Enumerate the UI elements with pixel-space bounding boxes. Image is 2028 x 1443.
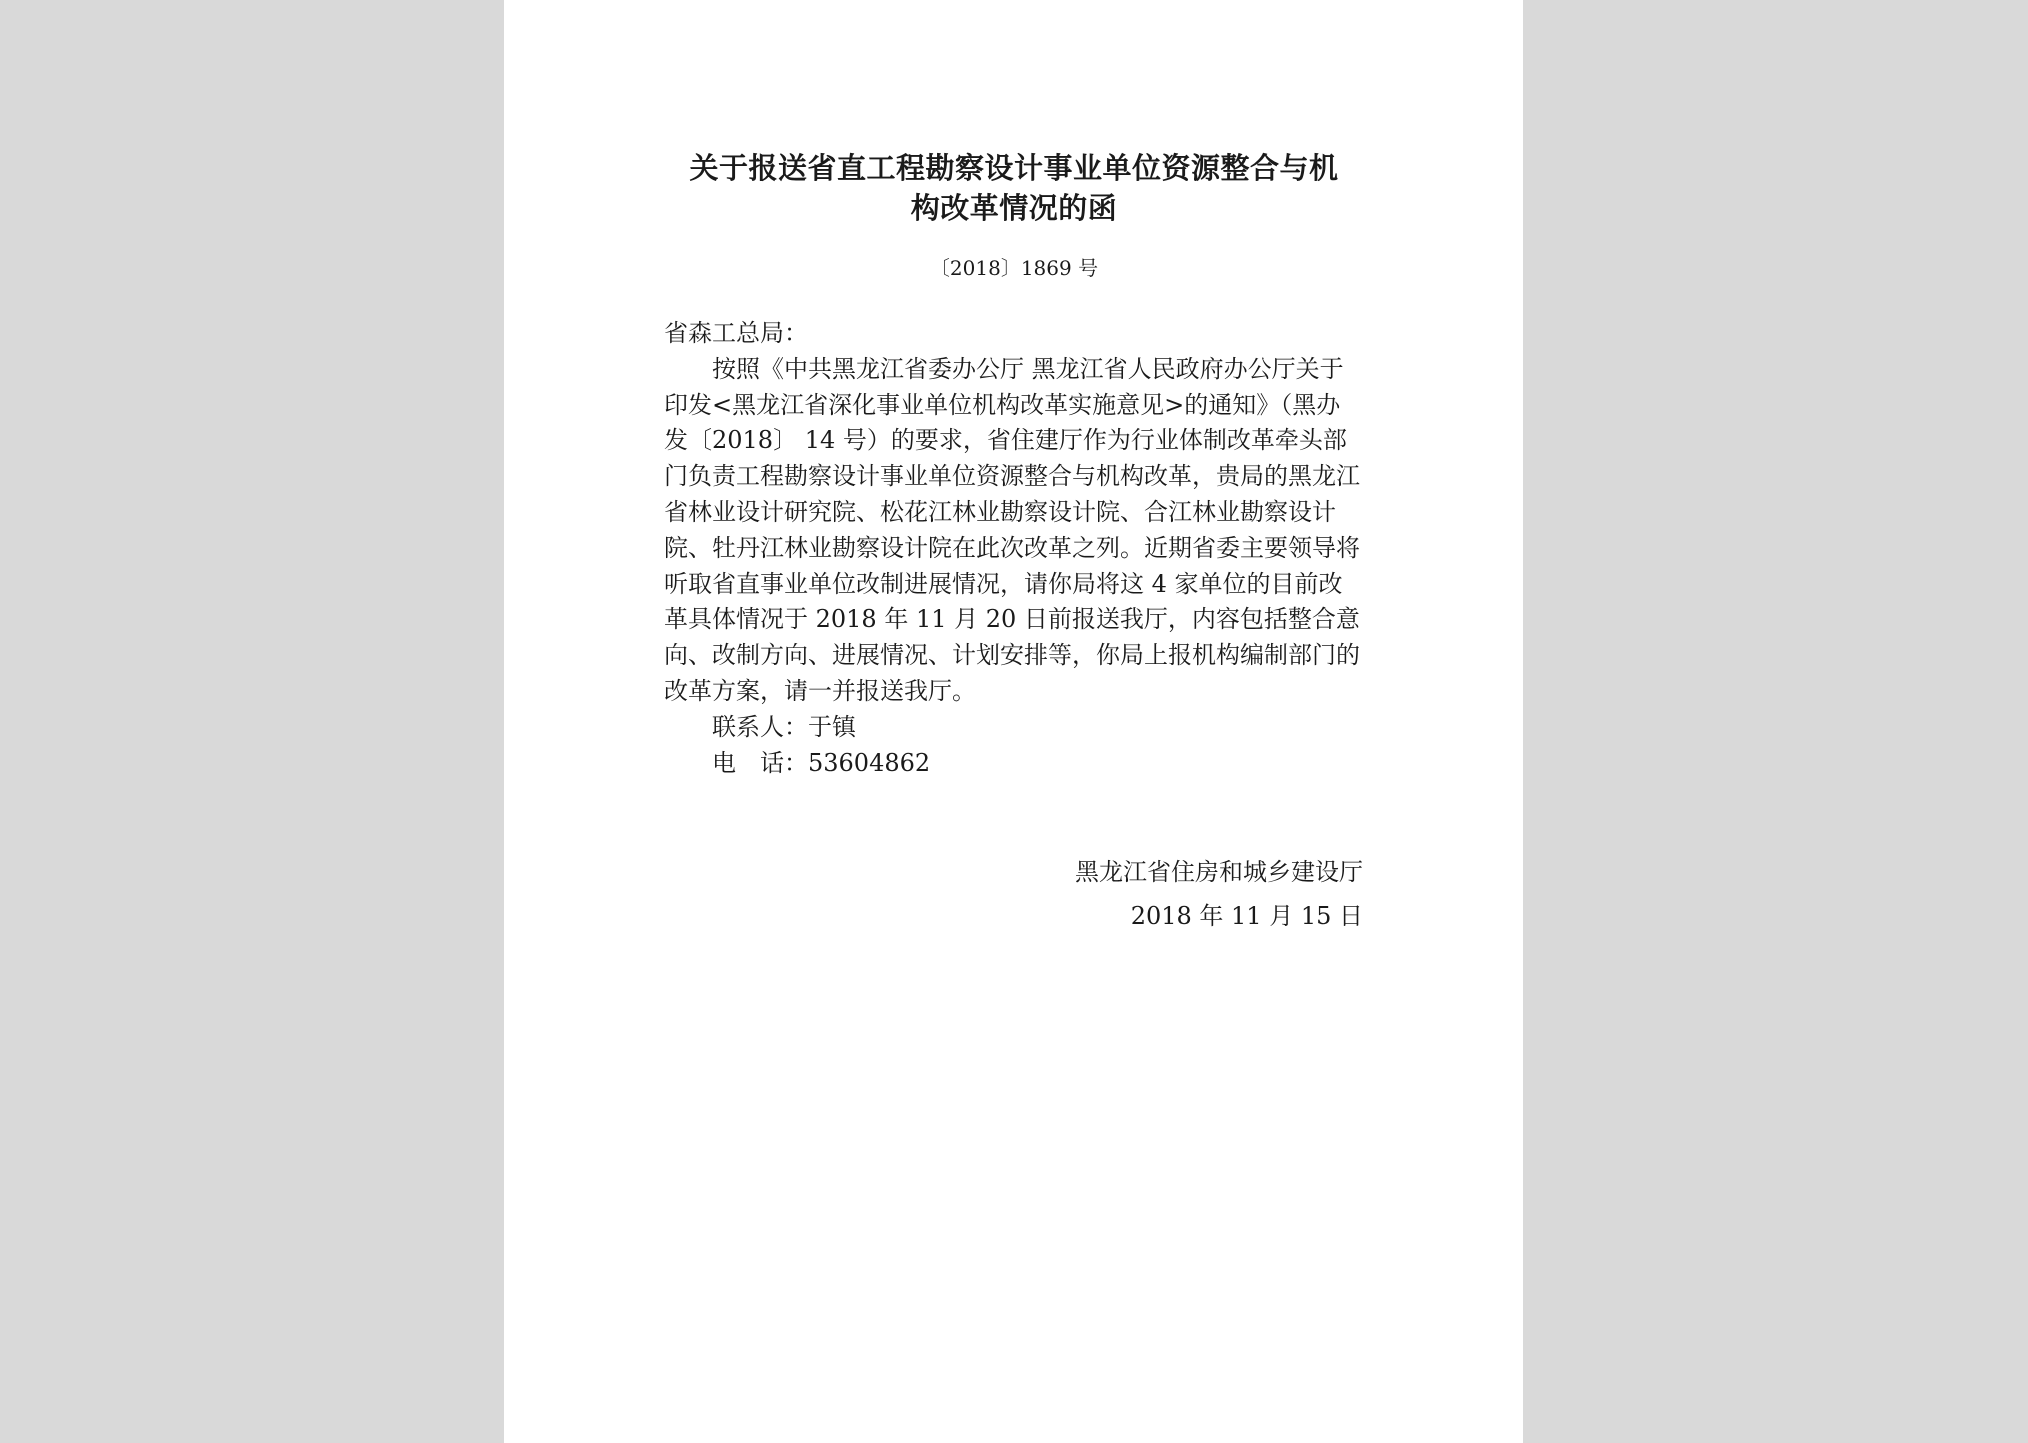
contact-person: 联系人：于镇 <box>712 712 856 741</box>
issue-date: 2018 年 11 月 15 日 <box>1130 902 1363 930</box>
addressee: 省森工总局： <box>664 319 808 347</box>
issuer: 黑龙江省住房和城乡建设厅 <box>1075 858 1363 886</box>
title-line-1: 关于报送省直工程勘察设计事业单位资源整合与机 <box>689 151 1339 185</box>
body-paragraph: 按照《中共黑龙江省委办公厅 黑龙江省人民政府办公厅关于印发<黑龙江省深化事业单位机构改革实施意见>的通知》（黑办发〔2018〕 14 号）的要求，省住建厅作为行业体制改革牵头部门负责工程勘察设计事业单位资源整合与机构改革，贵局的黑龙江省林业设计研究院、松花江林业勘察设计院、合江林业勘察设计院、牡丹江林业勘察设计院在此次改革之列。近期省委主要领导将听取省直事业单位改制进展情况，请你局将这 4 家单位的目前改革具体情况于 2018 年 11 月 20 日前报送我厅，内容包括整合意向、改制方向、进展情况、计划安排等，你局上报机构编制部门的改革方案，请一并报送我厅。 <box>664 354 1360 705</box>
document-title <box>664 148 1364 228</box>
title-line-2: 构改革情况的函 <box>910 191 1118 225</box>
letter-body <box>664 316 1364 781</box>
signature-block <box>1075 850 1363 938</box>
document-page <box>504 0 1523 1443</box>
contact-phone: 电 话：53604862 <box>712 748 931 777</box>
document-number: 〔2018〕1869 号 <box>929 256 1099 280</box>
